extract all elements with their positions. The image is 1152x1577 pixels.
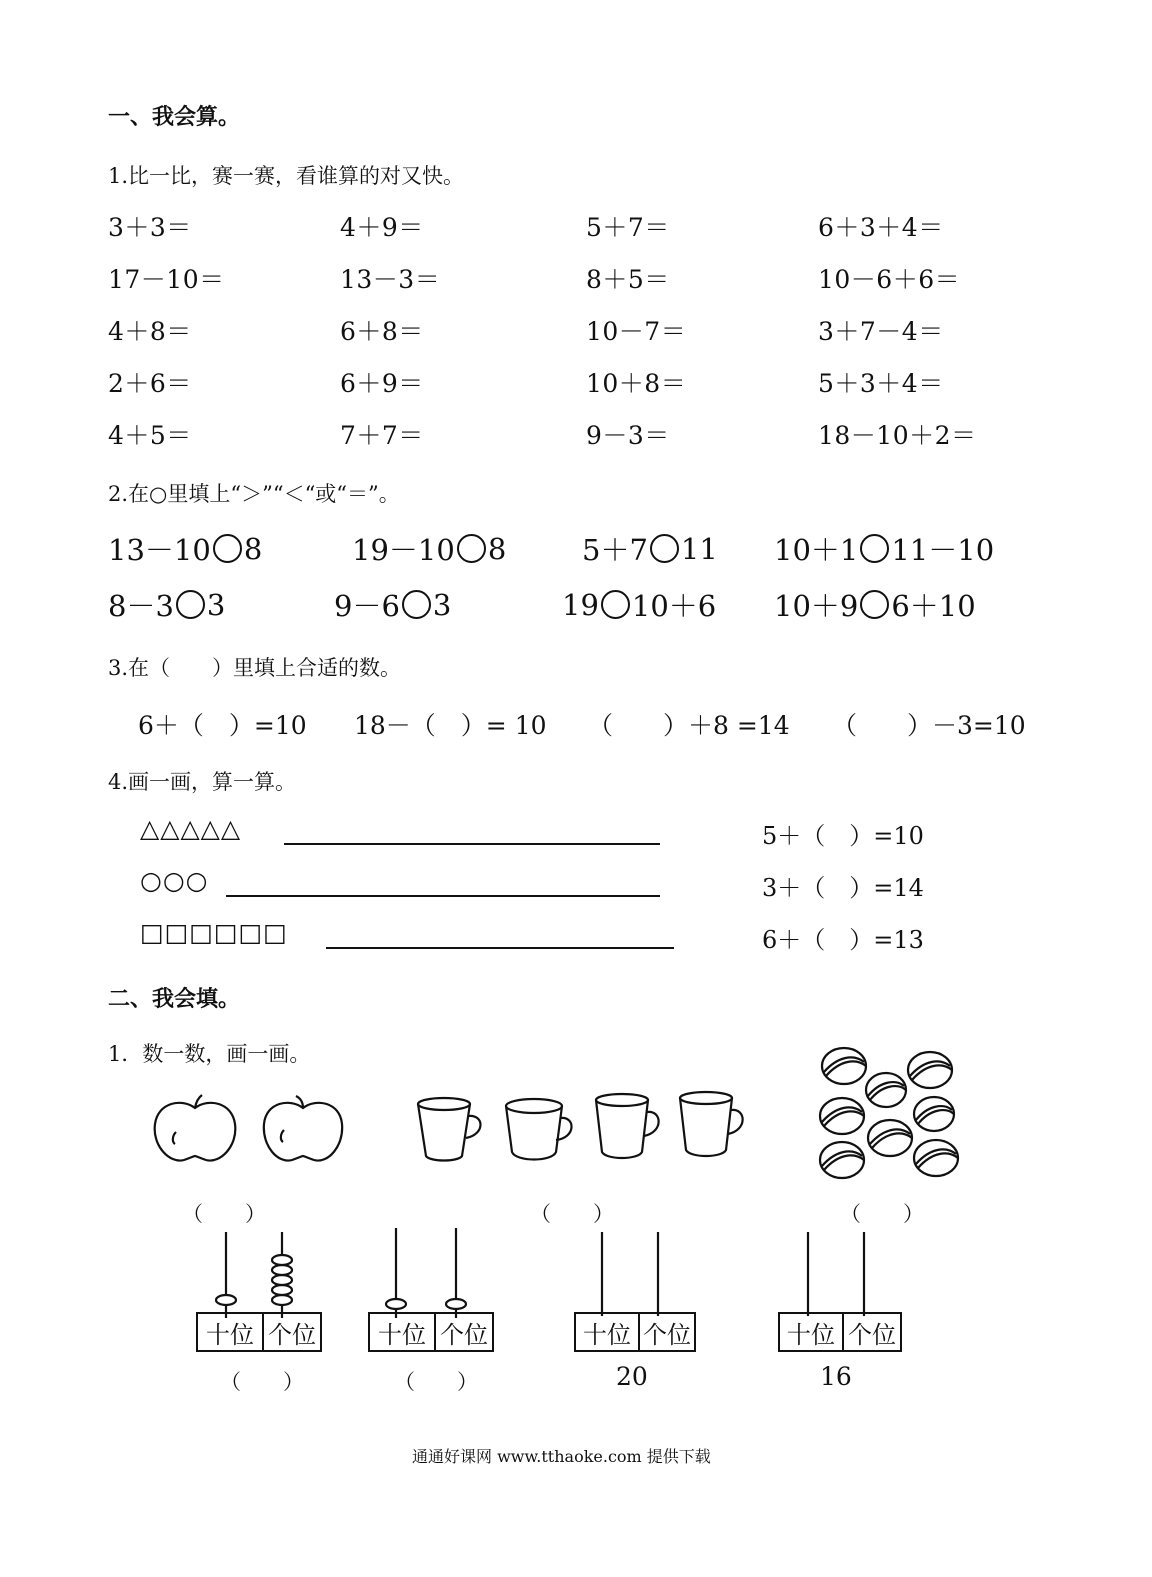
fill-blank-equation[interactable]: （ ）＋8 =14 [588, 711, 790, 740]
square-shapes: □□□□□□ [140, 918, 288, 947]
draw-equation[interactable]: 5＋（ ）=10 [762, 822, 924, 850]
equation: 18－10＋2＝ [818, 421, 977, 450]
section-2-title: 二、我会填。 [108, 987, 241, 1012]
draw-answer-line[interactable] [226, 895, 660, 897]
compare-right: 11 [680, 531, 718, 566]
equation: 7＋7＝ [340, 421, 424, 450]
fill-blank-equation[interactable]: （ ）－3=10 [832, 711, 1026, 740]
compare-circle-blank[interactable] [860, 534, 889, 563]
q4-title: 4.画一画，算一算。 [108, 770, 297, 794]
q2-title: 2.在○里填上“＞”“＜“或“＝”。 [108, 482, 400, 506]
ones-label: 个位 [842, 1314, 900, 1350]
place-value-box [574, 1312, 696, 1352]
abacus-rods [196, 1228, 320, 1318]
footer-credit: 通通好课网 www.tthaoke.com 提供下载 [412, 1447, 711, 1466]
cup-icon [414, 1094, 488, 1164]
compare-left: 19 [562, 587, 599, 622]
q3-title: 3.在（ ）里填上合适的数。 [108, 656, 402, 680]
equation: 5＋3＋4＝ [818, 369, 944, 398]
abacus-number: 16 [820, 1362, 852, 1391]
place-value-box [196, 1312, 322, 1352]
equation: 10＋8＝ [586, 369, 687, 398]
equation: 6＋8＝ [340, 317, 424, 346]
compare-left: 8－3 [108, 589, 174, 623]
compare-right: 8 [487, 531, 507, 566]
equation: 4＋5＝ [108, 421, 192, 450]
draw-equation[interactable]: 6＋（ ）=13 [762, 926, 924, 954]
equation: 3＋7－4＝ [818, 317, 944, 346]
count-blank[interactable]: （ ） [182, 1202, 266, 1226]
compare-circle-blank[interactable] [457, 534, 486, 563]
abacus-rods [368, 1228, 492, 1318]
equation: 3＋3＝ [108, 213, 192, 242]
count-blank[interactable]: （ ） [530, 1202, 614, 1226]
compare-circle-blank[interactable] [213, 534, 242, 563]
equation: 2＋6＝ [108, 369, 192, 398]
compare-circle-blank[interactable] [402, 590, 431, 619]
draw-answer-line[interactable] [284, 843, 660, 845]
circle-shapes: ○○○ [140, 866, 209, 895]
compare-left: 9－6 [334, 589, 400, 623]
abacus-number: 20 [616, 1362, 648, 1391]
draw-equation[interactable]: 3＋（ ）=14 [762, 874, 924, 902]
cup-icon [502, 1094, 576, 1164]
abacus-answer-blank[interactable]: （ ） [394, 1370, 478, 1394]
apple-icon [150, 1094, 240, 1166]
section-1-title: 一、我会算。 [108, 105, 241, 130]
compare-item [334, 584, 451, 625]
compare-left: 19－10 [352, 533, 455, 567]
abacus-answer-blank[interactable]: （ ） [220, 1370, 304, 1394]
compare-item [774, 584, 976, 625]
compare-right: 10＋6 [631, 589, 717, 623]
compare-right: 8 [243, 531, 263, 566]
fill-blank-equation[interactable]: 18－（ ）= 10 [354, 711, 547, 740]
ball-icon [816, 1044, 966, 1180]
ones-label: 个位 [638, 1314, 694, 1350]
abacus-rods [778, 1232, 902, 1316]
compare-left: 10＋9 [774, 589, 859, 623]
triangle-shapes: △△△△△ [140, 814, 242, 843]
compare-item [562, 584, 716, 625]
equation: 8＋5＝ [586, 265, 670, 294]
cup-icon [592, 1090, 664, 1162]
abacus-rods [574, 1232, 698, 1316]
equation: 4＋9＝ [340, 213, 424, 242]
draw-answer-line[interactable] [326, 947, 674, 949]
equation: 17－10＝ [108, 265, 225, 294]
equation: 4＋8＝ [108, 317, 192, 346]
compare-right: 11－10 [891, 533, 995, 567]
fill-blank-equation[interactable]: 6＋（ ）=10 [138, 711, 307, 740]
cup-icon [676, 1088, 748, 1160]
compare-right: 6＋10 [891, 589, 976, 623]
compare-circle-blank[interactable] [650, 534, 679, 563]
compare-item [774, 528, 994, 569]
compare-item [108, 528, 262, 569]
compare-item [108, 584, 225, 625]
equation: 10－6＋6＝ [818, 265, 961, 294]
s2-q1-title: 1．数一数，画一画。 [108, 1042, 311, 1066]
equation: 5＋7＝ [586, 213, 670, 242]
equation: 10－7＝ [586, 317, 687, 346]
q1-title: 1.比一比，赛一赛，看谁算的对又快。 [108, 164, 465, 188]
tens-label: 十位 [787, 1320, 835, 1349]
equation: 6＋9＝ [340, 369, 424, 398]
place-value-box [368, 1312, 494, 1352]
compare-right: 3 [432, 587, 452, 622]
equation: 6＋3＋4＝ [818, 213, 944, 242]
ones-label: 个位 [434, 1314, 492, 1350]
compare-left: 13－10 [108, 533, 211, 567]
compare-circle-blank[interactable] [176, 590, 205, 619]
compare-item [352, 528, 506, 569]
place-value-box [778, 1312, 902, 1352]
ones-label: 个位 [262, 1314, 320, 1350]
compare-item [582, 528, 718, 569]
tens-label: 十位 [378, 1320, 426, 1349]
equation: 9－3＝ [586, 421, 670, 450]
compare-circle-blank[interactable] [601, 590, 630, 619]
compare-left: 5＋7 [582, 533, 648, 567]
tens-label: 十位 [583, 1320, 631, 1349]
tens-label: 十位 [206, 1320, 254, 1349]
compare-right: 3 [206, 587, 226, 622]
apple-icon [260, 1094, 346, 1166]
compare-circle-blank[interactable] [860, 590, 889, 619]
count-blank[interactable]: （ ） [840, 1202, 924, 1226]
equation: 13－3＝ [340, 265, 441, 294]
compare-left: 10＋1 [774, 533, 859, 567]
